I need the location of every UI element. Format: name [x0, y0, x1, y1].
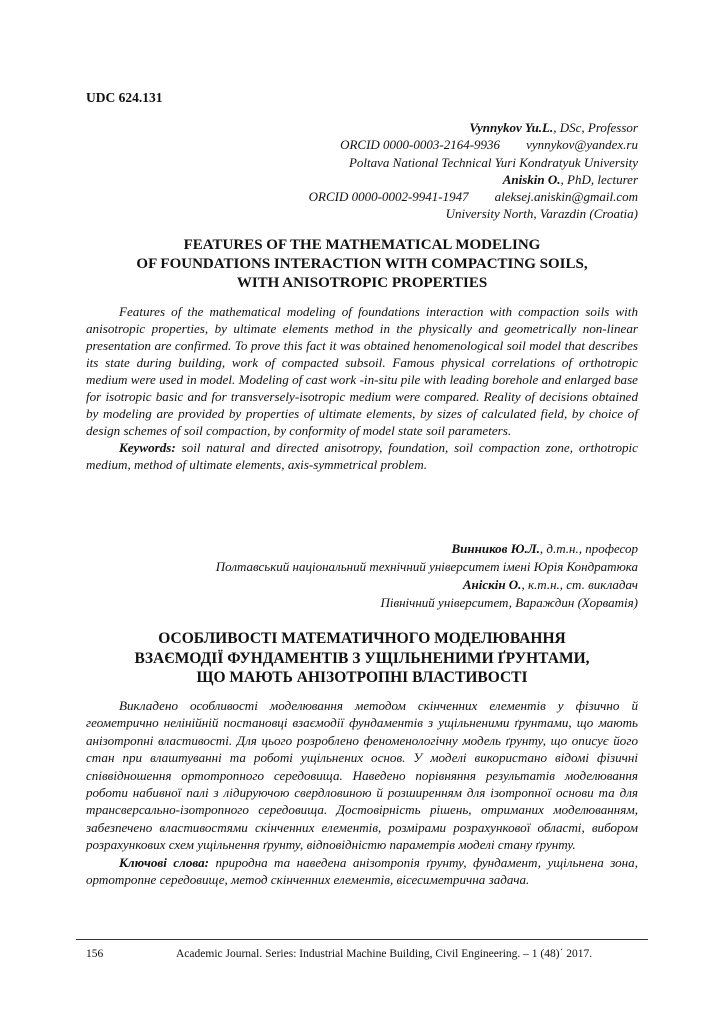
- title-ua-line-1: ОСОБЛИВОСТІ МАТЕМАТИЧНОГО МОДЕЛЮВАННЯ: [158, 630, 566, 647]
- keywords-ua-text: природна та наведена анізотропія ґрунту, фундамент, ущільнена зона, ортотропне середовище, метод скінченних елементів, вісесиметрична задача.: [86, 854, 638, 888]
- author-2-orcid: ORCID 0000-0002-9941-1947: [308, 189, 469, 205]
- author-ua-2-title: , к.т.н., ст. викладач: [521, 577, 638, 592]
- udc-code: UDC 624.131: [86, 90, 163, 105]
- author-ua-1-affiliation: Полтавський національний технічний університет імені Юрія Кондратюка: [215, 559, 638, 574]
- journal-citation: Academic Journal. Series: Industrial Machine Building, Civil Engineering. – 1 (48)΄ 2017.: [176, 948, 593, 960]
- author-ua-2-name: Аніскін О.: [462, 577, 522, 592]
- title-en-line-1: FEATURES OF THE MATHEMATICAL MODELING: [183, 237, 541, 253]
- keywords-en-label: Keywords:: [119, 440, 176, 455]
- author-2-email: aleksej.aniskin@gmail.com: [494, 189, 638, 205]
- title-en-line-3: WITH ANISOTROPIC PROPERTIES: [236, 275, 488, 291]
- abstract-en-text: Features of the mathematical modeling of foundations interaction with compaction soils with anisotropic properties, by ultimate elements method in the physically and geometrically non-linear presentation are confirmed. To prove this fact it was obtained henomenological soil model that describes its state during building, work of compacted subsoil. Famous physical correlations of orthotropic medium were used in model. Modeling of cast work -in-situ pile with leading borehole and enlarged base for isotropic basic and for transversely-isotropic medium were compared. Reality of decisions obtained by modeling are provided by properties of ultimate elements, by sizes of calculated field, by choice of design schemes of soil compaction, by conformity of model state soil parameters.: [86, 304, 638, 438]
- author-ua-1-name: Винников Ю.Л.: [451, 541, 540, 556]
- authors-ua-block: [216, 540, 638, 612]
- author-1-contact: [309, 136, 638, 153]
- author-1-email: vynnykov@yandex.ru: [526, 137, 638, 153]
- author-1-affiliation: Poltava National Technical Yuri Kondratyuk University: [348, 154, 638, 170]
- author-ua-2-affiliation: Північний університет, Вараждин (Хорватія): [380, 595, 638, 610]
- title-ua: [86, 629, 638, 688]
- keywords-ua-label: Ключові слова:: [119, 854, 210, 870]
- title-en: [86, 236, 638, 293]
- keywords-en: [86, 439, 638, 473]
- author-2-name: Aniskin O.: [502, 171, 561, 187]
- author-ua-1-line: [216, 540, 638, 558]
- author-2-affiliation: University North, Varazdin (Croatia): [445, 206, 638, 222]
- footer-divider: [76, 939, 648, 940]
- authors-en-block: [309, 119, 638, 223]
- author-ua-1-title: , д.т.н., професор: [539, 541, 638, 556]
- title-en-line-2: OF FOUNDATIONS INTERACTION WITH COMPACTING SOILS,: [136, 256, 588, 272]
- author-2-contact: [309, 188, 638, 205]
- author-1-title: , DSc, Professor: [553, 120, 638, 135]
- author-1-line: [309, 119, 638, 136]
- author-2-title: , PhD, lecturer: [560, 171, 638, 187]
- author-1-name: Vynnykov Yu.L.: [469, 120, 554, 135]
- abstract-ua-text: Викладено особливості моделювання методом скінченних елементів у фізично й геометрично нелінійній постановці взаємодії фундаментів з ущільненими ґрунтами, що мають анізотропні властивості. Для цього розроблено феноменологічну модель ґрунту, що описує його стан при влаштуванні та роботі ущільнених основ. У моделі використано відомі фізичні співвідношення ортотропного середовища. Наведено порівняння результатів моделювання роботи набивної палі з лідируючою свердловиною й розширенням для ізотропної основи та для трансверсально-ізотропного середовища. Достовірність рішень, отриманих моделюванням, забезпечено властивостями скінченних елементів, розмірами розрахункової області, вибором розрахункових схем ущільнення ґрунту, відповідністю параметрів моделі стану ґрунту.: [86, 698, 638, 853]
- title-ua-line-2: ВЗАЄМОДІЇ ФУНДАМЕНТІВ З УЩІЛЬНЕНИМИ ҐРУНТАМИ,: [134, 649, 590, 667]
- author-1-orcid: ORCID 0000-0003-2164-9936: [340, 137, 501, 153]
- title-ua-line-3: ЩО МАЮТЬ АНІЗОТРОПНІ ВЛАСТИВОСТІ: [196, 669, 528, 686]
- abstract-en: [86, 303, 638, 473]
- author-ua-2-line: [216, 576, 638, 594]
- page-number: 156: [86, 948, 104, 960]
- keywords-ua: [86, 854, 638, 889]
- abstract-ua: [86, 697, 638, 888]
- keywords-en-text: soil natural and directed anisotropy, foundation, soil compaction zone, orthotropic medium, method of ultimate elements, axis-symmetrical problem.: [86, 440, 638, 472]
- author-2-line: [309, 171, 638, 188]
